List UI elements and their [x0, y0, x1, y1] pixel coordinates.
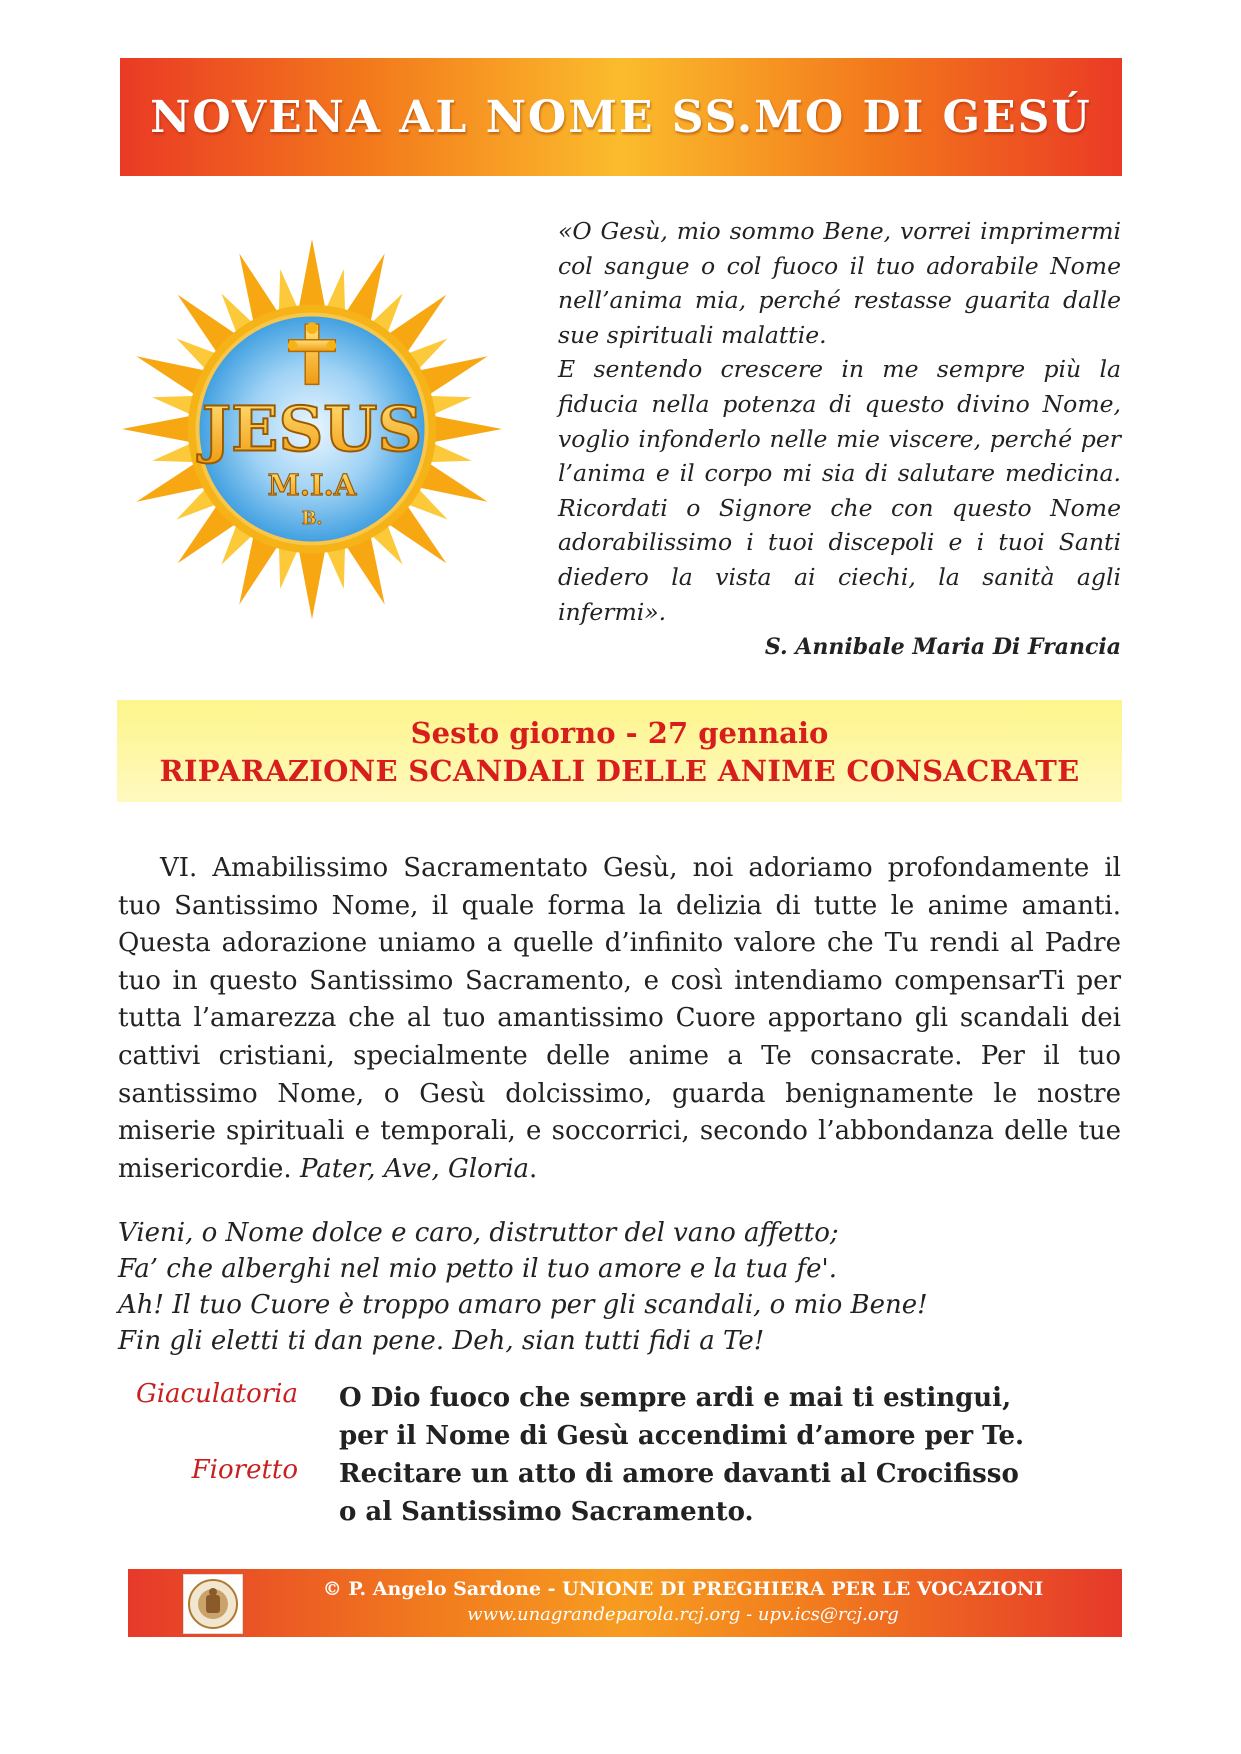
upv-logo-icon [183, 1574, 243, 1634]
giaculatoria-label: Giaculatoria [135, 1379, 298, 1409]
jesus-monogram-sunburst-icon [118, 235, 506, 623]
prayer-body: VI. Amabilissimo Sacramentato Gesù, noi adoriamo profondamente il tuo Santissimo Nome, il quale forma la delizia di tutte le anime amanti. Questa adorazione uniamo a quelle d’infinito valore che Tu rendi al Padre tuo in questo Santissimo Sacramento, e così intendiamo compensarTi per tutta l’amarezza che al tuo amantissimo Cuore apportano gli scandali dei cattivi cristiani, specialmente delle anime a Te consacrate. Per il tuo santissimo Nome, o Gesù dolcissimo, guarda benignamente le nostre miserie spirituali e temporali, e soccorrici, secondo l’abbondanza delle tue misericordie. [118, 853, 1121, 1184]
emblem-letters: M.I.A [267, 467, 357, 502]
sun-ray [299, 550, 326, 620]
footer-contacts: www.unagrandeparola.rcj.org - upv.ics@rcj.org [467, 1604, 899, 1625]
day-heading-box [117, 700, 1122, 802]
quote-author: S. Annibale Maria Di Francia [764, 634, 1121, 660]
sun-ray [152, 443, 195, 462]
prayer-paragraph [118, 850, 1121, 1188]
day-theme: RIPARAZIONE SCANDALI DELLE ANIME CONSACRATE [159, 754, 1080, 788]
quote-block [558, 214, 1121, 629]
quote-paragraph: «O Gesù, mio sommo Bene, vorrei imprimermi col sangue o col fuoco il tuo adorabile Nome nell’anima mia, perché restasse guarita dalle sue spirituali malattie. [558, 217, 1121, 349]
sun-ray [433, 416, 503, 443]
fioretto-line: Recitare un atto di amore davanti al Crocifisso [339, 1459, 1019, 1489]
sun-ray [326, 546, 345, 589]
page-title: NOVENA AL NOME SS.MO DI GESÚ [150, 91, 1092, 143]
day-date: Sesto giorno - 27 gennaio [410, 716, 829, 750]
footer-text [268, 1576, 1098, 1628]
prayer-end: . [529, 1153, 538, 1184]
footer-copyright: © P. Angelo Sardone - UNIONE DI PREGHIERA PER LE VOCAZIONI [322, 1578, 1044, 1600]
sun-ray [299, 239, 326, 309]
header-banner [120, 58, 1122, 176]
sun-ray [152, 396, 195, 415]
hymn-stanza [118, 1215, 1121, 1359]
footer-bar [128, 1569, 1122, 1637]
hymn-line: Fin gli eletti ti dan pene. Deh, sian tutti fidi a Te! [118, 1326, 765, 1356]
giaculatoria-line: O Dio fuoco che sempre ardi e mai ti estingui, [339, 1383, 1012, 1413]
sun-ray [429, 443, 472, 462]
sun-ray [326, 269, 345, 312]
sun-ray [122, 416, 192, 443]
giaculatoria-line: per il Nome di Gesù accendimi d’amore per Te. [339, 1421, 1025, 1451]
emblem-monogram: JESUS [201, 392, 423, 466]
prayer-closing: Pater, Ave, Gloria [299, 1153, 530, 1184]
fioretto-label: Fioretto [191, 1455, 298, 1485]
giaculatoria-text [339, 1379, 1121, 1455]
sun-ray [279, 269, 298, 312]
emblem-small-letter: B. [301, 509, 323, 530]
sun-ray [279, 546, 298, 589]
sun-ray [429, 396, 472, 415]
hymn-line: Ah! Il tuo Cuore è troppo amaro per gli scandali, o mio Bene! [118, 1290, 928, 1320]
fioretto-line: o al Santissimo Sacramento. [339, 1497, 754, 1527]
fioretto-text [339, 1455, 1121, 1531]
hymn-line: Vieni, o Nome dolce e caro, distruttor del vano affetto; [118, 1218, 839, 1248]
hymn-line: Fa’ che alberghi nel mio petto il tuo amore e la tua fe'. [118, 1254, 837, 1284]
quote-paragraph: E sentendo crescere in me sempre più la fiducia nella potenza di questo divino Nome, voglio infonderlo nelle mie viscere, perché per l’anima e il corpo mi sia di salutare medicina. Ricordati o Signore che con questo Nome adorabilissimo i tuoi discepoli e i tuoi Santi diedero la vista ai ciechi, la sanità agli infermi». [558, 355, 1121, 626]
